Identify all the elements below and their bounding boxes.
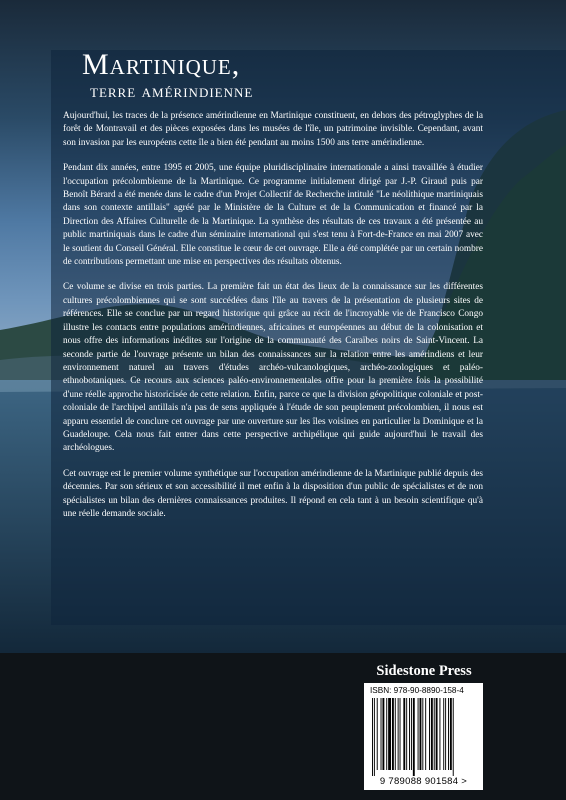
- barcode-bar: [448, 698, 449, 770]
- barcode-bar: [406, 698, 407, 770]
- isbn-box: [364, 683, 483, 790]
- book-title: [82, 50, 253, 100]
- barcode-bar: [425, 698, 426, 770]
- barcode-bar: [381, 698, 382, 770]
- barcode-bar: [382, 698, 384, 770]
- barcode-bar: [439, 698, 440, 770]
- back-cover-text: [63, 110, 483, 533]
- barcode-bar: [453, 698, 454, 776]
- barcode-bar: [377, 698, 378, 770]
- barcode-bar: [443, 698, 444, 770]
- title-line-1: Martinique,: [82, 48, 241, 81]
- barcode-bar: [398, 698, 399, 770]
- barcode-bar: [392, 698, 394, 770]
- barcode-bar: [418, 698, 419, 770]
- title-line-2: terre amérindienne: [90, 81, 254, 101]
- barcode-bar: [434, 698, 435, 770]
- barcode-number: 9 789088 901584 >: [379, 776, 468, 787]
- barcode-bar: [395, 698, 396, 770]
- barcode-bar: [445, 698, 446, 770]
- paragraph-1: Aujourd'hui, les traces de la présence amérindienne en Martinique constituent, en dehors des pétroglyphes de la forêt de Montravail et des pièces exposées dans les musées de l'île, un patrimoine invisible. Cependant, avant son invasion par les européens cette île a bien été pendant au moins 1500 ans terre amérindienne.: [63, 111, 483, 148]
- paragraph-3: Ce volume se divise en trois parties. La première fait un état des lieux de la connaissance sur les différentes cultures précolombiennes qui se sont succédées dans l'île au travers de la présentation de plusieurs sites de références. Elle se conclue par un regard historique qui grâce au récit de l'incroyable vie de Francisco Congo illustre les contacts entre populations amérindiennes, africaines et européennes au début de la colonisation et nous offre des informations inédites sur l'origine de la communauté des Caraïbes noirs de Saint-Vincent. La seconde partie de l'ouvrage présente un bilan des connaissances sur la relation entre les amérindiens et leur environnement naturel au travers d'études archéo-vulcanologiques, archéo-zoologiques et paléo-ethnobotaniques. Ce recours aux sciences paléo-environnementales offre pour la première fois la possibilité d'une réelle approche historicisée de cette relation. Enfin, parce ce que la division géopolitique coloniale et post-coloniale de l'archipel antillais n'a pas de sens appliquée à l'étude de son peuplement précolombien, il nous est apparu essentiel de conclure cet ouvrage par une ouverture sur les îles voisines en particulier la Dominique et la Guadeloupe. Cela nous fait entrer dans cette perspective archipélique qui guide aujourd'hui le travail des archéologues.: [63, 282, 483, 454]
- barcode-bar: [409, 698, 410, 770]
- isbn-label: ISBN: 978-90-8890-158-4: [370, 686, 464, 695]
- barcode-bar: [436, 698, 438, 770]
- barcode-bar: [400, 698, 401, 770]
- barcode-icon: [370, 698, 477, 776]
- barcode-bar: [411, 698, 412, 770]
- barcode-bar: [429, 698, 430, 770]
- barcode-bar: [431, 698, 433, 770]
- barcode-bar: [450, 698, 452, 770]
- barcode-bar: [413, 698, 415, 776]
- barcode-bar: [388, 698, 391, 770]
- barcode-bar: [386, 698, 387, 770]
- publisher-name: Sidestone Press: [376, 663, 472, 679]
- barcode-bar: [372, 698, 373, 776]
- paragraph-2: Pendant dix années, entre 1995 et 2005, une équipe pluridisciplinaire internationale a ainsi travaillée à étudier l'occupation précolombienne de la Martinique. Ce programme initialement dirigé par J.-P. Giraud puis par Benoît Bérard a été menée dans le cadre d'un Projet Collectif de Recherche intitulé "Le néolithique martiniquais dans son contexte antillais" agréé par le Ministère de la Culture et de la Communication et financé par la Direction des Affaires Culturelle de la Martinique. La synthèse des résultats de ces travaux a été présentée au public martiniquais dans le cadre d'un séminaire international qui s'est tenu à Fort-de-France en mai 2007 avec le soutient du Conseil Général. Elle constitue le cœur de cet ouvrage. Elle a été complétée par un certain nombre de contributions permettant une mise en perspectives des résultats obtenus.: [63, 163, 483, 268]
- barcode-bar: [420, 698, 422, 770]
- barcode-bar: [403, 698, 405, 770]
- barcode-bar: [374, 698, 375, 776]
- paragraph-4: Cet ouvrage est le premier volume synthétique sur l'occupation amérindienne de la Martinique publié depuis des décennies. Par son sérieux et son accessibilité il met enfin à la disposition d'un public de spécialistes et de non spécialistes un bilan des dernières connaissances produites. Il répond en cela tant à un besoin scientifique qu'à une réelle demande sociale.: [63, 468, 483, 519]
- barcode-bar: [422, 698, 423, 770]
